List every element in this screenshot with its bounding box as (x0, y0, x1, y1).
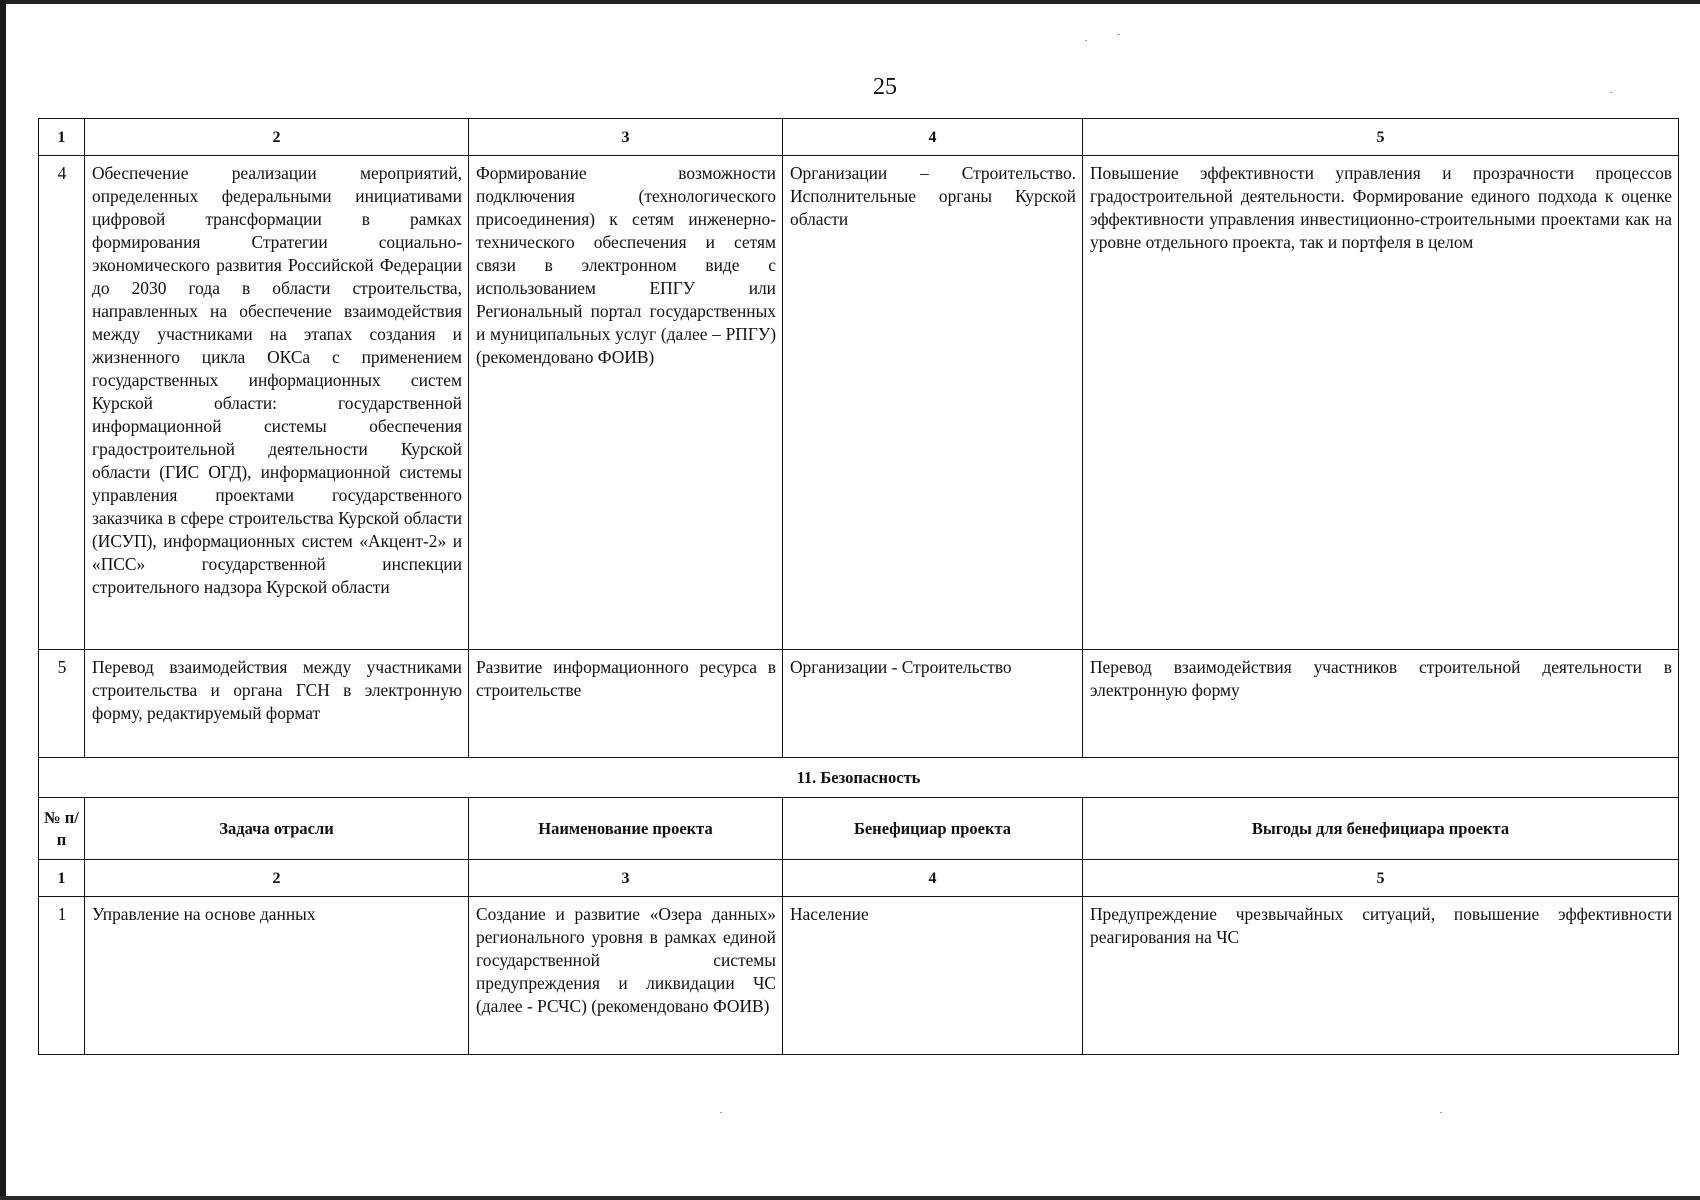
table-row (39, 897, 1679, 1055)
column-index: 3 (469, 119, 783, 156)
row-project: Формирование возможности подключения (технологического присоединения) к сетям инженерно-технического обеспечения и сетям связи в электронном виде с использованием ЕПГУ или Региональный портал государственных и муниципальных услуг (далее – РПГУ) (рекомендовано ФОИВ) (469, 156, 783, 650)
row-task: Управление на основе данных (85, 897, 469, 1055)
header-row (39, 798, 1679, 860)
page-number: 25 (873, 74, 897, 100)
row-task: Перевод взаимодействия между участниками строительства и органа ГСН в электронную форму, редактируемый формат (85, 650, 469, 758)
scan-edge-left (0, 0, 6, 1200)
header-beneficiary: Бенефициар проекта (783, 798, 1083, 860)
scan-edge-top (0, 0, 1700, 4)
row-number: 4 (39, 156, 85, 650)
column-index: 4 (783, 119, 1083, 156)
scan-speck (1085, 40, 1087, 41)
row-beneficiary: Население (783, 897, 1083, 1055)
row-project: Развитие информационного ресурса в строительстве (469, 650, 783, 758)
header-project: Наименование проекта (469, 798, 783, 860)
row-beneficiary: Организации - Строительство (783, 650, 1083, 758)
column-index: 3 (469, 860, 783, 897)
row-benefits: Предупреждение чрезвычайных ситуаций, повышение эффективности реагирования на ЧС (1083, 897, 1679, 1055)
header-benefits: Выгоды для бенефициара проекта (1083, 798, 1679, 860)
scan-speck (720, 1112, 722, 1113)
scan-speck (1440, 1112, 1442, 1113)
header-task: Задача отрасли (85, 798, 469, 860)
row-number: 1 (39, 897, 85, 1055)
row-number: 5 (39, 650, 85, 758)
section-row (39, 758, 1679, 798)
row-beneficiary: Организации – Строительство. Исполнительные органы Курской области (783, 156, 1083, 650)
scan-speck (1118, 34, 1120, 35)
column-index: 1 (39, 119, 85, 156)
column-index: 5 (1083, 860, 1679, 897)
column-index: 1 (39, 860, 85, 897)
column-index: 4 (783, 860, 1083, 897)
column-index: 2 (85, 860, 469, 897)
section-title: 11. Безопасность (39, 758, 1679, 798)
measures-table (38, 118, 1679, 1055)
scan-speck (1610, 92, 1612, 93)
table-row (39, 156, 1679, 650)
row-project: Создание и развитие «Озера данных» регионального уровня в рамках единой государственной системы предупреждения и ликвидации ЧС (далее - РСЧС) (рекомендовано ФОИВ) (469, 897, 783, 1055)
row-benefits: Повышение эффективности управления и прозрачности процессов градостроительной деятельности. Формирование единого подхода к оценке эффективности управления инвестиционно-строительными проектами как на уровне отдельного проекта, так и портфеля в целом (1083, 156, 1679, 650)
column-index: 2 (85, 119, 469, 156)
row-benefits: Перевод взаимодействия участников строительной деятельности в электронную форму (1083, 650, 1679, 758)
column-index-row (39, 860, 1679, 897)
column-index-row (39, 119, 1679, 156)
header-num: № п/п (39, 798, 85, 860)
table-row (39, 650, 1679, 758)
row-task: Обеспечение реализации мероприятий, определенных федеральными инициативами цифровой трансформации в рамках формирования Стратегии социально-экономического развития Российской Федерации до 2030 года в области строительства, направленных на обеспечение взаимодействия между участниками на этапах создания и жизненного цикла ОКСа с применением государственных информационных систем Курской области: государственной информационной системы обеспечения градостроительной деятельности Курской области (ГИС ОГД), информационной системы управления проектами государственного заказчика в сфере строительства Курской области (ИСУП), информационных систем «Акцент-2» и «ПСС» государственной инспекции строительного надзора Курской области (85, 156, 469, 650)
column-index: 5 (1083, 119, 1679, 156)
scan-edge-bottom (0, 1196, 1700, 1200)
